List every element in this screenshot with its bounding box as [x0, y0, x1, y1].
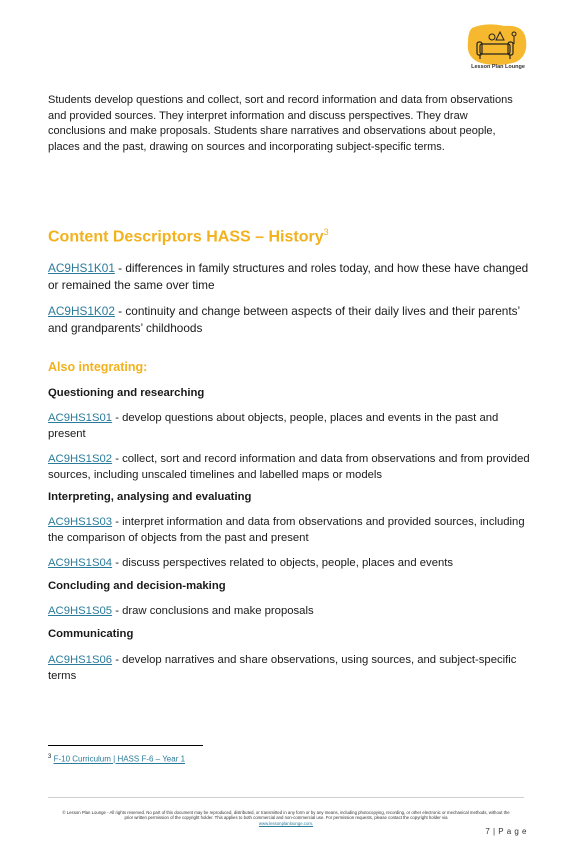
copyright-notice [60, 810, 512, 826]
skill-text: - collect, sort and record information and data from observations and from provided sources, including unscaled timelines and labelled maps or models [48, 453, 530, 481]
page-number-value: 7 [485, 827, 491, 836]
group-title-questioning: Questioning and researching [48, 387, 205, 399]
skill-code-link[interactable]: AC9HS1S03 [48, 516, 113, 528]
skill-code-link[interactable]: AC9HS1S04 [48, 557, 113, 569]
group-title-communicating: Communicating [48, 628, 134, 640]
descriptor-k01 [48, 260, 530, 293]
descriptor-text: - differences in family structures and roles today, and how these have changed or remained the same over time [48, 261, 529, 292]
heading-text: Content Descriptors HASS – History [48, 228, 324, 246]
group-title-interpreting: Interpreting, analysing and evaluating [48, 491, 252, 503]
skill-item-s01 [48, 410, 530, 442]
website-link[interactable]: www.lessonplanlounge.com. [258, 820, 314, 826]
skill-item-s03 [48, 514, 530, 546]
group-title-concluding: Concluding and decision-making [48, 580, 226, 592]
skill-item-s05 [48, 603, 530, 619]
footnote-link[interactable]: F-10 Curriculum | HASS F-6 – Year 1 [53, 754, 186, 764]
heading-footnote-mark: 3 [323, 227, 329, 237]
skill-text: - develop questions about objects, people, places and events in the past and present [48, 412, 499, 440]
page-label: | P a g e [490, 827, 527, 836]
logo-text: Lesson Plan Lounge [471, 64, 525, 70]
skill-item-s06 [48, 652, 530, 684]
skill-code-link[interactable]: AC9HS1S05 [48, 605, 113, 617]
descriptor-code-link[interactable]: AC9HS1K02 [48, 304, 115, 318]
skill-code-link[interactable]: AC9HS1S01 [48, 412, 113, 424]
intro-paragraph: Students develop questions and collect, sort and record information and data from observations and provided sources. They interpret information and discuss perspectives. They draw conclusions and make proposals. Students share narratives and observations about people, places and the past, drawing on sources and incorporating subject-specific terms. [48, 94, 513, 153]
skill-text: - draw conclusions and make proposals [112, 605, 314, 617]
footnote [48, 754, 185, 764]
skill-code-link[interactable]: AC9HS1S06 [48, 654, 113, 666]
footnote-mark: 3 [48, 754, 52, 760]
skill-item-s02 [48, 451, 530, 483]
footnote-divider [48, 745, 203, 746]
descriptor-k02 [48, 303, 530, 336]
skill-text: - interpret information and data from observations and provided sources, including the comparison of objects from the past and present [48, 516, 525, 544]
skill-item-s04 [48, 555, 530, 571]
content-descriptors-heading [48, 227, 329, 246]
page-number [485, 827, 527, 836]
descriptor-text: - continuity and change between aspects of their daily lives and their parents’ and grandparents’ childhoods [48, 304, 520, 335]
also-integrating-heading: Also integrating: [48, 360, 148, 374]
footer-divider [48, 797, 524, 798]
copyright-text: © Lesson Plan Lounge - All rights reserved. No part of this document may be reproduced, distributed, or transmitted in any form or by any means, including photocopying, recording, or other electronic or mechanical methods, without the prior written permission of the copyright holder. This applies to both commercial and non-commercial use. For permission requests, please contact the copyright holder via [62, 810, 510, 821]
skill-text: - discuss perspectives related to objects, people, places and events [112, 557, 454, 569]
skill-text: - develop narratives and share observations, using sources, and subject-specific terms [48, 654, 517, 682]
skill-code-link[interactable]: AC9HS1S02 [48, 453, 113, 465]
descriptor-code-link[interactable]: AC9HS1K01 [48, 261, 115, 275]
